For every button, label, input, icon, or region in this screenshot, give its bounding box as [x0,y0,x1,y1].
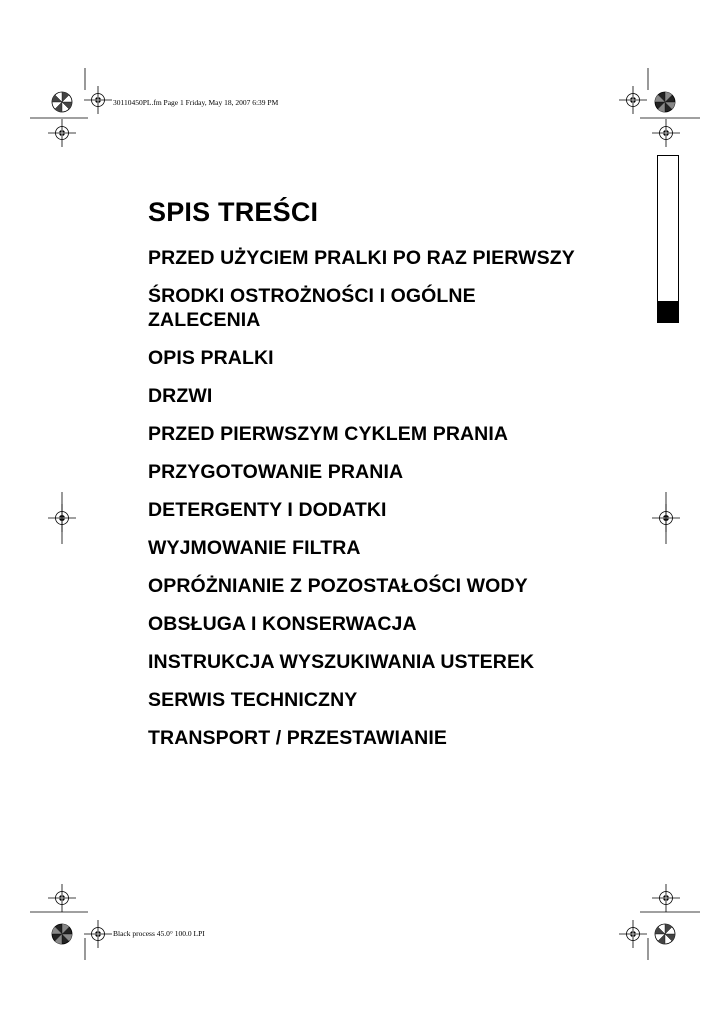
toc-item[interactable]: OPIS PRALKI [148,347,274,369]
toc-item[interactable]: PRZED UŻYCIEM PRALKI PO RAZ PIERWSZY [148,247,575,269]
toc-item[interactable]: DETERGENTY I DODATKI [148,499,387,521]
toc-item[interactable]: DRZWI [148,385,213,407]
toc-item[interactable]: OPRÓŻNIANIE Z POZOSTAŁOŚCI WODY [148,575,528,597]
thumb-index-marker [657,301,679,323]
toc-item[interactable]: SERWIS TECHNICZNY [148,689,358,711]
print-slug-top: 30110450PL.fm Page 1 Friday, May 18, 2007 6:39 PM [113,98,279,107]
toc-title: SPIS TREŚCI [148,197,319,227]
toc-item[interactable]: PRZED PIERWSZYM CYKLEM PRANIA [148,423,509,445]
toc-item[interactable]: TRANSPORT / PRZESTAWIANIE [148,727,447,749]
thumb-index-tab [657,155,679,323]
toc-item[interactable]: OBSŁUGA I KONSERWACJA [148,613,417,635]
toc-item[interactable]: PRZYGOTOWANIE PRANIA [148,461,404,483]
toc-item[interactable]: WYJMOWANIE FILTRA [148,537,361,559]
toc-item[interactable]: ŚRODKI OSTROŻNOŚCI I OGÓLNE ZALECENIA [148,285,476,331]
toc-item[interactable]: INSTRUKCJA WYSZUKIWANIA USTEREK [148,651,535,673]
toc-list [148,246,648,764]
print-slug-bottom: Black process 45.0° 100.0 LPI [113,929,205,938]
